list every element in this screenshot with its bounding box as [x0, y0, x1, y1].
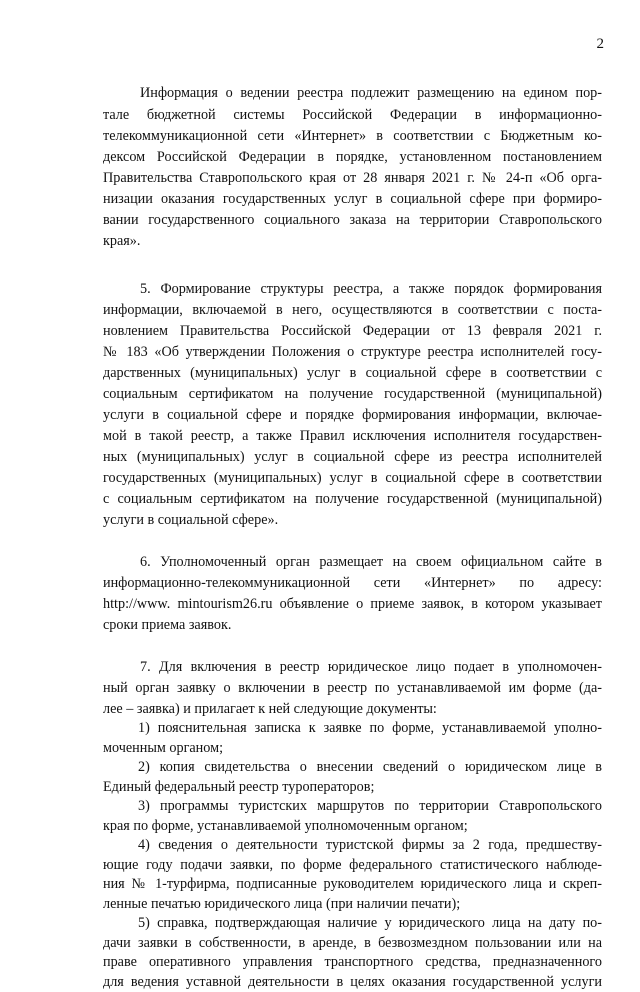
page-number: 2 [596, 36, 604, 52]
text-line: № 183 «Об утверждении Положения о структуре реестра исполнителей госу- [103, 344, 602, 360]
list-item: 1) пояснительная записка к заявке по форме, устанавливаемой уполно- [138, 720, 602, 736]
text-line: тале бюджетной системы Российской Федерации в информационно- [103, 107, 602, 123]
text-line: новлением Правительства Российской Федерации от 13 февраля 2021 г. [103, 323, 602, 339]
text-line: праве оперативного управления транспортного средства, предназначенного [103, 954, 602, 970]
text-line: ния № 1-турфирма, подписанные руководителем юридического лица и скреп- [103, 876, 602, 892]
text-line: вании государственного социального заказа на территории Ставропольского [103, 212, 602, 228]
text-line: государственных (муниципальных) услуг в социальной сфере в соответствии [103, 470, 602, 486]
text-line: моченным органом; [103, 739, 224, 756]
text-line: 6. Уполномоченный орган размещает на своем официальном сайте в [140, 554, 602, 570]
text-line: услуги в социальной сфере». [103, 512, 279, 528]
text-line: услуги в социальной сфере и порядке формирования информации, включае- [103, 407, 602, 423]
text-line: для ведения уставной деятельности в целях оказания государственной услуги [103, 973, 602, 990]
text-line: социальным сертификатом на получение государственной (муниципальной) [103, 386, 602, 402]
text-line: 5. Формирование структуры реестра, а также порядок формирования [140, 281, 602, 297]
text-line: телекоммуникационной сети «Интернет» в соответствии с Бюджетным ко- [103, 128, 602, 144]
list-item: 3) программы туристских маршрутов по территории Ставропольского [138, 798, 602, 814]
text-line: ющие году подачи заявки, по форме федерального статистического наблюде- [103, 856, 602, 873]
text-line: дачи заявки в собственности, в аренде, в безвозмездном пользовании или на [103, 934, 602, 951]
text-line: низации оказания государственных услуг в социальной сфере при формиро- [103, 191, 602, 207]
text-line: Информация о ведении реестра подлежит размещению на едином пор- [140, 85, 602, 101]
text-line: ленные печатью юридического лица (при наличии печати); [103, 895, 461, 912]
text-line: дексом Российской Федерации в порядке, установленном постановлением [103, 149, 602, 165]
text-line: дарственных (муниципальных) услуг в социальной сфере в соответствии с [103, 365, 602, 381]
text-line: Правительства Ставропольского края от 28 января 2021 г. № 24-п «Об орга- [103, 170, 602, 186]
text-line: сроки приема заявок. [103, 617, 232, 633]
text-line: края». [103, 233, 141, 249]
text-line: с социальным сертификатом на получение государственной (муниципальной) [103, 491, 602, 507]
list-item: 5) справка, подтверждающая наличие у юридического лица на дату по- [138, 915, 602, 931]
text-line: информации, включаемой в него, осуществляются в соответствии с поста- [103, 302, 602, 318]
text-line: ный орган заявку о включении в реестр по устанавливаемой им форме (да- [103, 680, 602, 696]
text-line: лее – заявка) и прилагает к ней следующие документы: [103, 701, 437, 717]
text-line: Единый федеральный реестр туроператоров; [103, 778, 375, 795]
text-line: края по форме, устанавливаемой уполномоченным органом; [103, 817, 468, 834]
list-item: 2) копия свидетельства о внесении сведений о юридическом лице в [138, 759, 602, 775]
list-item: 4) сведения о деятельности туристской фирмы за 2 года, предшеству- [138, 837, 602, 853]
text-line: 7. Для включения в реестр юридическое лицо подает в уполномочен- [140, 659, 602, 675]
text-line: информационно-телекоммуникационной сети «Интернет» по адресу: [103, 575, 602, 591]
text-line: ных (муниципальных) услуг в социальной сфере из реестра исполнителей [103, 449, 602, 465]
text-line: мой в такой реестр, а также Правил исключения исполнителя государствен- [103, 428, 602, 444]
text-line: http://www. mintourism26.ru объявление о приеме заявок, в котором указывает [103, 596, 602, 612]
